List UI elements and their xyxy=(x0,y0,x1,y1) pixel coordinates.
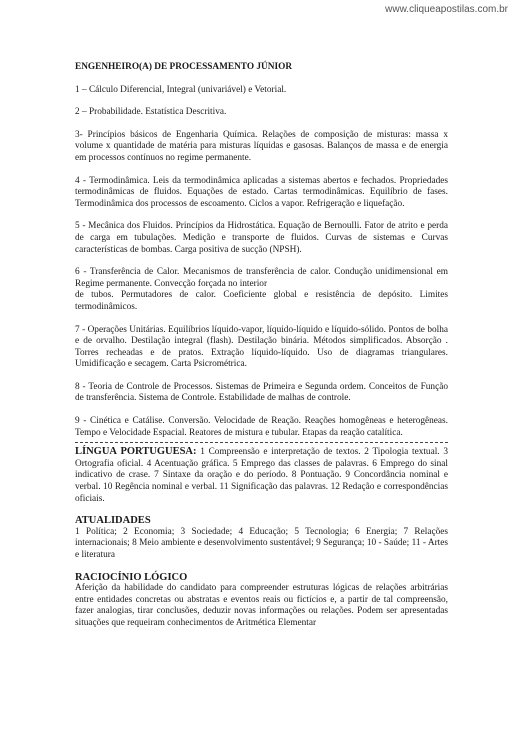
item-5: 5 - Mecânica dos Fluidos. Princípios da Hidrostática. Equação de Bernoulli. Fator de atrito e perda de carga em tubulações. Medição e transporte de fluidos. Curvas de sistemas e Curvas características de bombas. Carga positiva de sucção (NPSH). xyxy=(75,221,448,255)
section-divider xyxy=(75,442,448,443)
atualidades-body: 1 Política; 2 Economia; 3 Sociedade; 4 Educação; 5 Tecnologia; 6 Energia; 7 Relações internacionais; 8 Meio ambiente e desenvolvimento sustentável; 9 Segurança; 10 - Saúde; 11 - Artes e literatura xyxy=(75,526,448,560)
document-page xyxy=(75,62,448,640)
raciocinio-heading: RACIOCÍNIO LÓGICO xyxy=(75,571,188,583)
raciocinio-body: Aferição da habilidade do candidato para compreender estruturas lógicas de relações arbitrárias entre entidades concretas ou abstratas e eventos reais ou fictícios e, a partir de tal compreensão, fazer analogias, tirar conclusões, deduzir novas informações ou relações. Podem ser apresentadas situações que requeiram conhecimentos de Aritmética Elementar xyxy=(75,583,448,628)
lingua-portuguesa-heading: LÍNGUA PORTUGUESA: xyxy=(75,446,197,458)
item-4: 4 - Termodinâmica. Leis da termodinâmica aplicadas a sistemas abertos e fechados. Propriedades termodinâmicas de fluidos. Equações de estado. Cartas termodinâmicas. Equilíbrio de fases. Termodinâmica dos processos de escoamento. Ciclos a vapor. Refrigeração e liquefação. xyxy=(75,175,448,209)
item-9: 9 - Cinética e Catálise. Conversão. Velocidade de Reação. Reações homogêneas e heterogêneas. Tempo e Velocidade Espacial. Reatores de mistura e tubular. Etapas da reação catalítica. xyxy=(75,416,448,438)
item-8: 8 - Teoria de Controle de Processos. Sistemas de Primeira e Segunda ordem. Conceitos de Função de transferência. Sistema de Controle. Estabilidade de malhas de controle. xyxy=(75,381,448,404)
item-6-continued: de tubos. Permutadores de calor. Coeficiente global e resistência de depósito. Limites termodinâmicos. xyxy=(75,290,448,312)
item-3: 3- Princípios básicos de Engenharia Química. Relações de composição de misturas: massa x volume x quantidade de matéria para misturas líquidas e gasosas. Balanços de massa e de energia em processos contínuos no regime permanente. xyxy=(75,129,448,163)
document-title: ENGENHEIRO(A) DE PROCESSAMENTO JÚNIOR xyxy=(75,62,293,72)
lingua-portuguesa-body: 1 Compreensão e interpretação de textos. 2 Tipologia textual. 3 Ortografia oficial. 4 Acentuação gráfica. 5 Emprego das classes de palavras. 6 Emprego do sinal indicativo de crase. 7 Sintaxe da oração e do período. 8 Pontuação. 9 Concordância nominal e verbal. 10 Regência nominal e verbal. 11 Significação das palavras. 12 Redação e correspondências oficiais. xyxy=(75,447,448,504)
item-2: 2 – Probabilidade. Estatística Descritiva. xyxy=(75,107,227,118)
item-1: 1 – Cálculo Diferencial, Integral (univariável) e Vetorial. xyxy=(75,84,287,95)
raciocinio-section xyxy=(75,572,448,630)
site-watermark: www.cliqueapostilas.com.br xyxy=(385,4,508,15)
atualidades-section xyxy=(75,515,448,561)
lingua-portuguesa-section xyxy=(75,446,448,505)
item-6: 6 - Transferência de Calor. Mecanismos de transferência de calor. Condução unidimensional em Regime permanente. Convecção forçada no interior xyxy=(75,267,448,289)
item-7: 7 - Operações Unitárias. Equilíbrios líquido-vapor, líquido-líquido e líquido-sólido. Pontos de bolha e de orvalho. Destilação integral (flash). Destilação binária. Métodos simplificados. Absorção . Torres recheadas e de pratos. Extração líquido-líquido. Uso de diagramas triangulares. Umidificação e secagem. Carta Psicrométrica. xyxy=(75,324,448,370)
atualidades-heading: ATUALIDADES xyxy=(75,515,151,527)
